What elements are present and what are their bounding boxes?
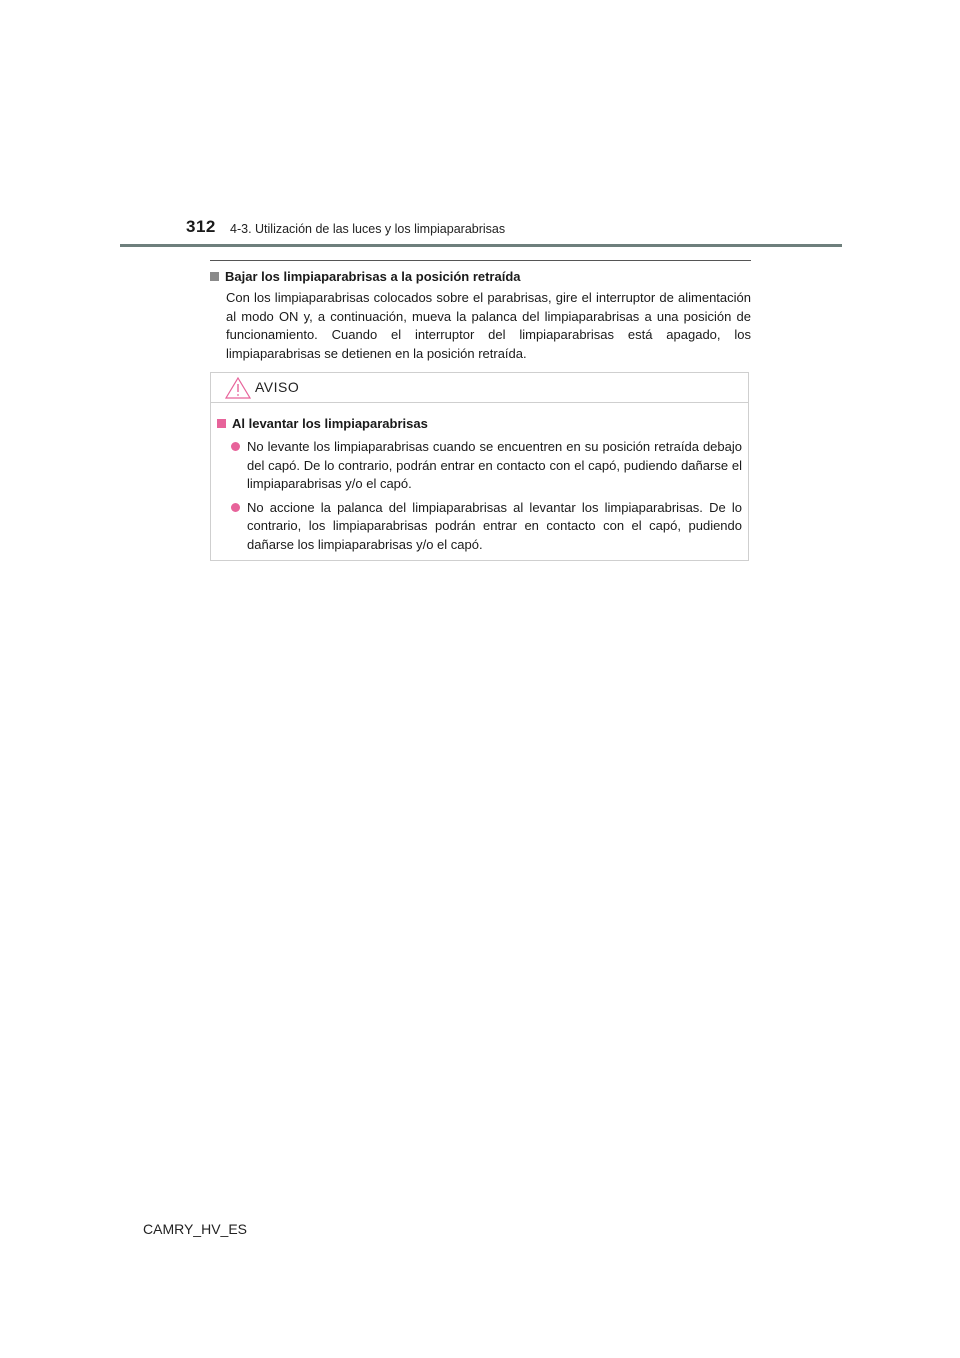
footer-code: CAMRY_HV_ES <box>143 1221 248 1237</box>
warning-content <box>211 403 748 554</box>
section-heading-text: Bajar los limpiaparabrisas a la posición retraída <box>225 269 521 284</box>
section-title: 4-3. Utilización de las luces y los limpiaparabrisas <box>230 222 506 236</box>
warning-header <box>211 373 748 403</box>
warning-subheading <box>217 415 742 433</box>
list-item <box>217 438 742 494</box>
content-rule <box>210 260 751 261</box>
square-bullet-icon <box>210 272 219 281</box>
section-block <box>210 268 751 363</box>
list-item <box>217 499 742 555</box>
warning-subheading-text: Al levantar los limpiaparabrisas <box>232 416 428 431</box>
page-number: 312 <box>186 217 216 236</box>
warning-triangle-icon <box>225 377 251 399</box>
square-bullet-icon <box>217 419 226 428</box>
header-rule <box>120 244 842 247</box>
section-heading <box>210 268 751 286</box>
warning-label: AVISO <box>255 379 300 395</box>
list-item-text: No accione la palanca del limpiaparabrisas al levantar los limpiaparabrisas. De lo contrario, los limpiaparabrisas podrán entrar en contacto con el capó, pudiendo dañarse los limpiaparabrisas y/o el capó. <box>247 499 742 552</box>
circle-bullet-icon <box>231 503 240 512</box>
section-body: Con los limpiaparabrisas colocados sobre el parabrisas, gire el interruptor de alimentación al modo ON y, a continuación, mueva la palanca del limpiaparabrisas a una posición de funcionamiento. Cuando el interruptor del limpiaparabrisas está apagado, los limpiaparabrisas se detienen en la posición retraída. <box>226 290 751 361</box>
list-item-text: No levante los limpiaparabrisas cuando se encuentren en su posición retraída debajo del capó. De lo contrario, podrán entrar en contacto con el capó, pudiendo dañarse el limpiaparabrisas y/o el capó. <box>247 439 742 491</box>
circle-bullet-icon <box>231 442 240 451</box>
warning-box <box>210 372 749 561</box>
